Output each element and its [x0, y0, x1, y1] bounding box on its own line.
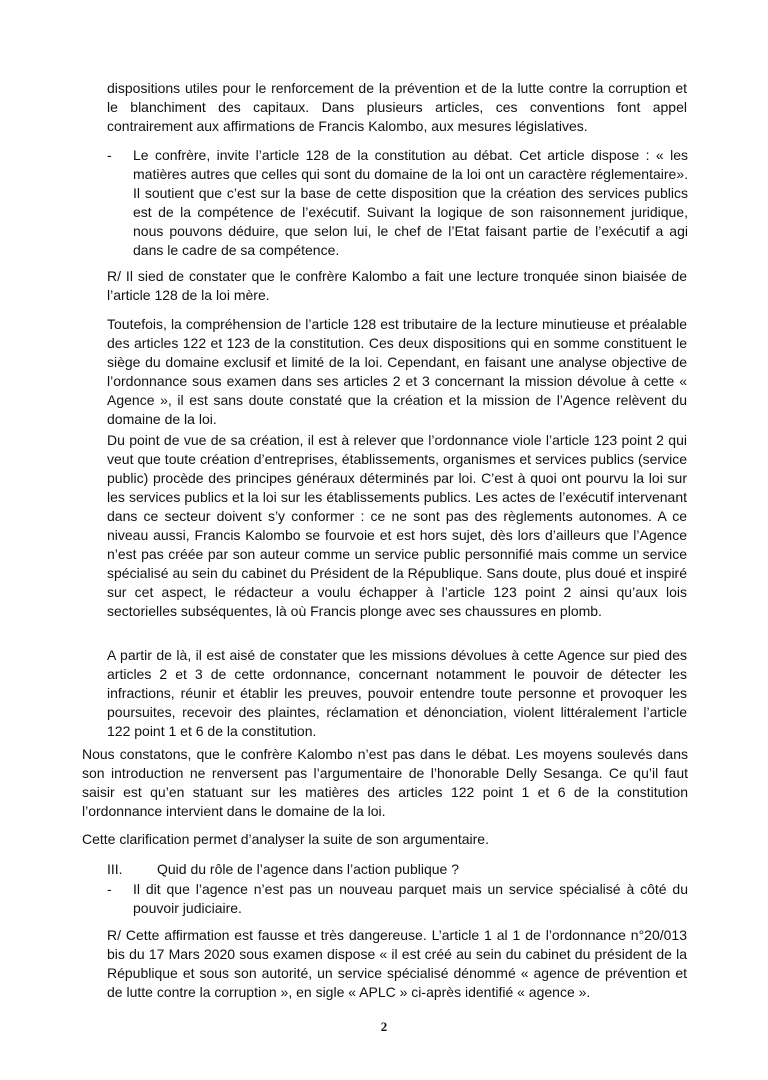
paragraph-article-128-claim: Le confrère, invite l’article 128 de la constitution au débat. Cet article dispose : « les matières autres que celles qui sont du domaine de la loi ont un caractère réglementaire». Il soutient que c’est sur la base de cette disposition que la création des services publics est de la compétence de l’exécutif. Suivant la logique de son raisonnement juridique, nous pouvons déduire, que selon lui, le chef de l’Etat faisant partie de l’exécutif a agi dans le cadre de sa compétence. [133, 147, 688, 258]
paragraph-response-128: R/ Il sied de constater que le confrère Kalombo a fait une lecture tronquée sinon biaisée de l’article 128 de la loi mère. [107, 268, 687, 303]
paragraph-articles-122-123: Toutefois, la compréhension de l’article 128 est tributaire de la lecture minutieuse et préalable des articles 122 et 123 de la constitution. Ces deux dispositions qui en somme constituent le siège du domaine exclusif et limité de la loi. Cependant, en faisant une analyse objective de l’ordonnance sous examen dans ses articles 2 et 3 concernant la mission dévolue à cette « Agence », il est sans doute constaté que la création et la mission de l’Agence relèvent du domaine de la loi. [107, 316, 687, 427]
bullet-marker: - [107, 881, 112, 897]
bullet-marker: - [107, 147, 112, 163]
section-number: III. [107, 861, 123, 877]
paragraph-creation-analysis: Du point de vue de sa création, il est à relever que l’ordonnance viole l’article 123 point 2 qui veut que toute création d’entreprises, établissements, organismes et services publics (service public) procède des principes généraux déterminés par loi. C’est à quoi ont pourvu la loi sur les services publics et la loi sur les établissements publics. Les actes de l’exécutif intervenant dans ce secteur doivent s’y conformer : ce ne sont pas des règlements autonomes. A ce niveau aussi, Francis Kalombo se fourvoie et est hors sujet, dès lors d’ailleurs que l’Agence n’est pas créée par son auteur comme un service public personnifié mais comme un service spécialisé au sein du cabinet du Président de la République. Sans doute, plus doué et inspiré sur cet aspect, le rédacteur a voulu échapper à l’article 123 point 2 ainsi qu’aux lois sectorielles subséquentes, là où Francis plonge avec ses chaussures en plomb. [107, 432, 687, 619]
paragraph-clarification: Cette clarification permet d’analyser la suite de son argumentaire. [82, 831, 489, 847]
section-heading: Quid du rôle de l’agence dans l’action publique ? [157, 861, 459, 877]
page-number: 2 [380, 1019, 388, 1034]
paragraph-agency-claim: Il dit que l’agence n’est pas un nouveau parquet mais un service spécialisé à côté du pouvoir judiciaire. [133, 881, 688, 916]
paragraph-response-article-1: R/ Cette affirmation est fausse et très dangereuse. L’article 1 al 1 de l’ordonnance n°20/013 bis du 17 Mars 2020 sous examen dispose « il est créé au sein du cabinet du président de la République et sous son autorité, un service spécialisé dénommé « agence de prévention et de lutte contre la corruption », en sigle « APLC » ci-après identifié « agence ». [107, 927, 687, 1000]
paragraph-conventions: dispositions utiles pour le renforcement de la prévention et de la lutte contre la corruption et le blanchiment des capitaux. Dans plusieurs articles, ces conventions font appel contrairement aux affirmations de Francis Kalombo, aux mesures législatives. [107, 80, 687, 134]
paragraph-missions-analysis: A partir de là, il est aisé de constater que les missions dévolues à cette Agence sur pied des articles 2 et 3 de cette ordonnance, concernant notamment le pouvoir de détecter les infractions, réunir et établir les preuves, pouvoir entendre toute personne et provoquer les poursuites, recevoir des plaintes, réclamation et dénonciation, violent littéralement l’article 122 point 1 et 6 de la constitution. [107, 647, 687, 739]
paragraph-conclusion: Nous constatons, que le confrère Kalombo n’est pas dans le débat. Les moyens soulevés dans son introduction ne renversent pas l’argumentaire de l’honorable Delly Sesanga. Ce qu’il faut saisir est qu’en statuant sur les matières des articles 122 point 1 et 6 de la constitution l’ordonnance intervient dans le domaine de la loi. [82, 746, 688, 819]
